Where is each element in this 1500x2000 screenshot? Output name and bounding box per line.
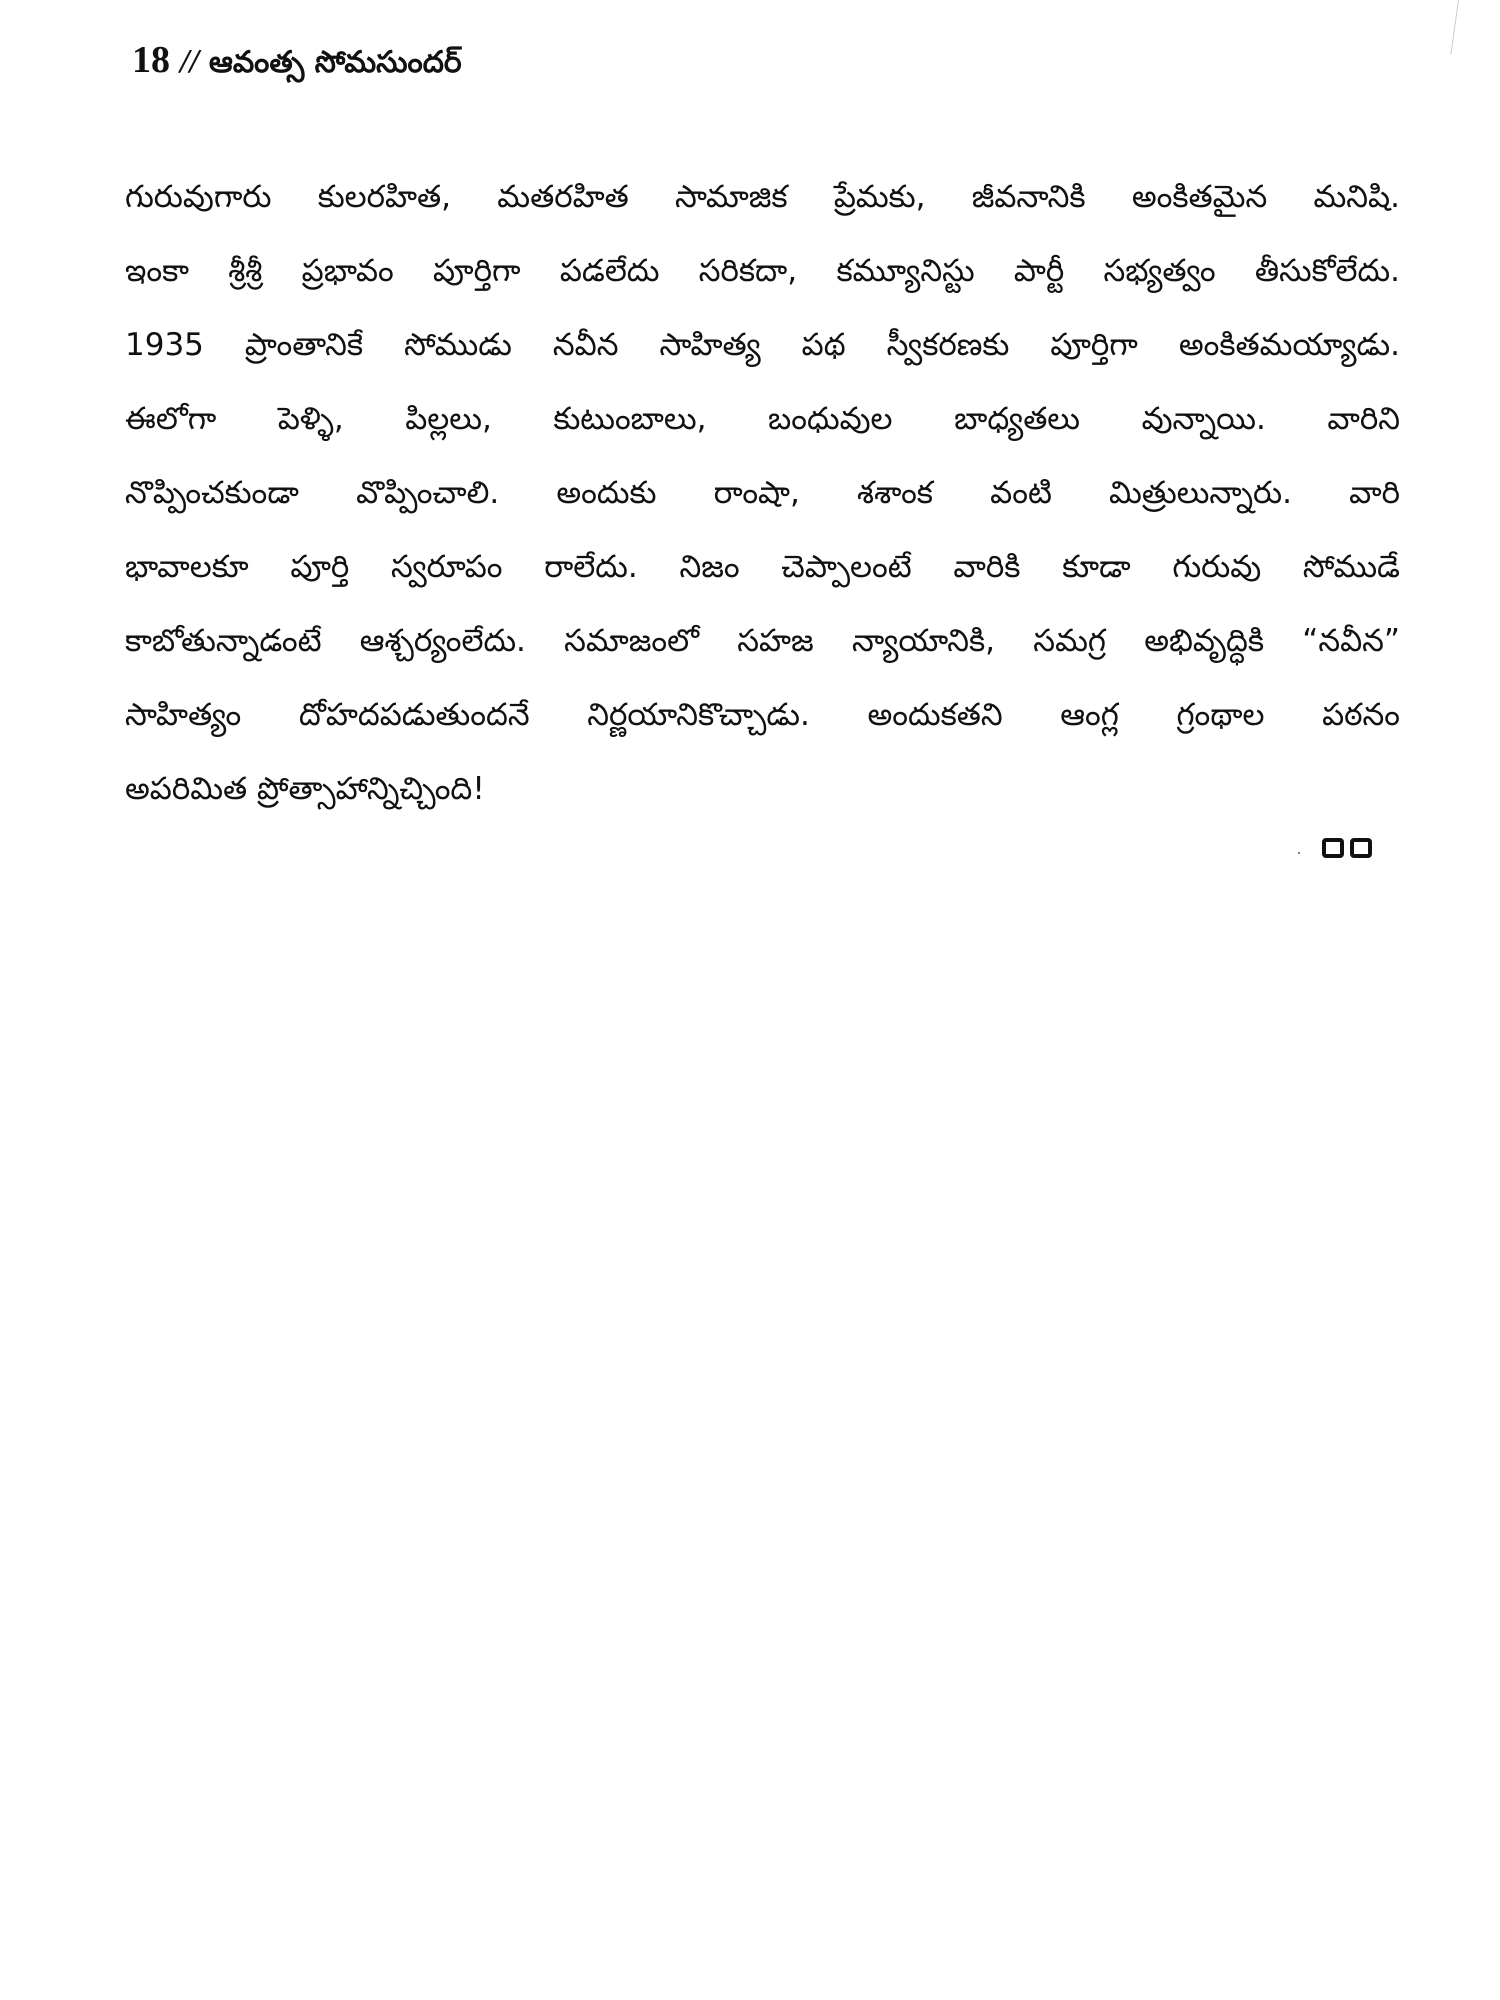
paragraph-line: సాహిత్యం దోహదపడుతుందనే నిర్ణయానికొచ్చాడు. అందుకతని ఆంగ్ల గ్రంథాల పఠనం <box>125 697 1400 733</box>
paragraph-line: గురువుగారు కులరహిత, మతరహిత సామాజిక ప్రేమకు, జీవనానికి అంకితమైన మనిషి. <box>125 179 1400 215</box>
paragraph-line: నొప్పించకుండా వొప్పించాలి. అందుకు రాంషా, శశాంక వంటి మిత్రులున్నారు. వారి <box>125 475 1400 511</box>
scan-speck <box>1298 852 1300 854</box>
end-mark-box-icon <box>1322 838 1344 858</box>
paragraph-line: ఈలోగా పెళ్ళి, పిల్లలు, కుటుంబాలు, బంధువుల బాధ్యతలు వున్నాయి. వారిని <box>125 401 1400 437</box>
paragraph-line: భావాలకూ పూర్తి స్వరూపం రాలేదు. నిజం చెప్పాలంటే వారికి కూడా గురువు సోముడే <box>125 549 1400 585</box>
paragraph-line: ఇంకా శ్రీశ్రీ ప్రభావం పూర్తిగా పడలేదు సరికదా, కమ్యూనిస్టు పార్టీ సభ్యత్వం తీసుకోలేదు. <box>125 253 1400 289</box>
page-number: 18 <box>132 39 170 81</box>
body-paragraph <box>125 160 1400 826</box>
header-separator: // <box>180 43 199 80</box>
running-title: ఆవంత్స సోమసుందర్ <box>208 45 462 80</box>
running-header <box>132 38 462 87</box>
end-mark-box-icon <box>1350 838 1372 858</box>
scan-artifact-line <box>1450 0 1459 55</box>
paragraph-line: 1935 ప్రాంతానికే సోముడు నవీన సాహిత్య పథ స్వీకరణకు పూర్తిగా అంకితమయ్యాడు. <box>125 327 1400 363</box>
paragraph-line: కాబోతున్నాడంటే ఆశ్చర్యంలేదు. సమాజంలో సహజ న్యాయానికి, సమగ్ర అభివృద్ధికి “నవీన” <box>125 623 1400 659</box>
section-end-mark <box>1322 838 1372 858</box>
paragraph-line: అపరిమిత ప్రోత్సాహాన్నిచ్చింది! <box>125 771 485 807</box>
